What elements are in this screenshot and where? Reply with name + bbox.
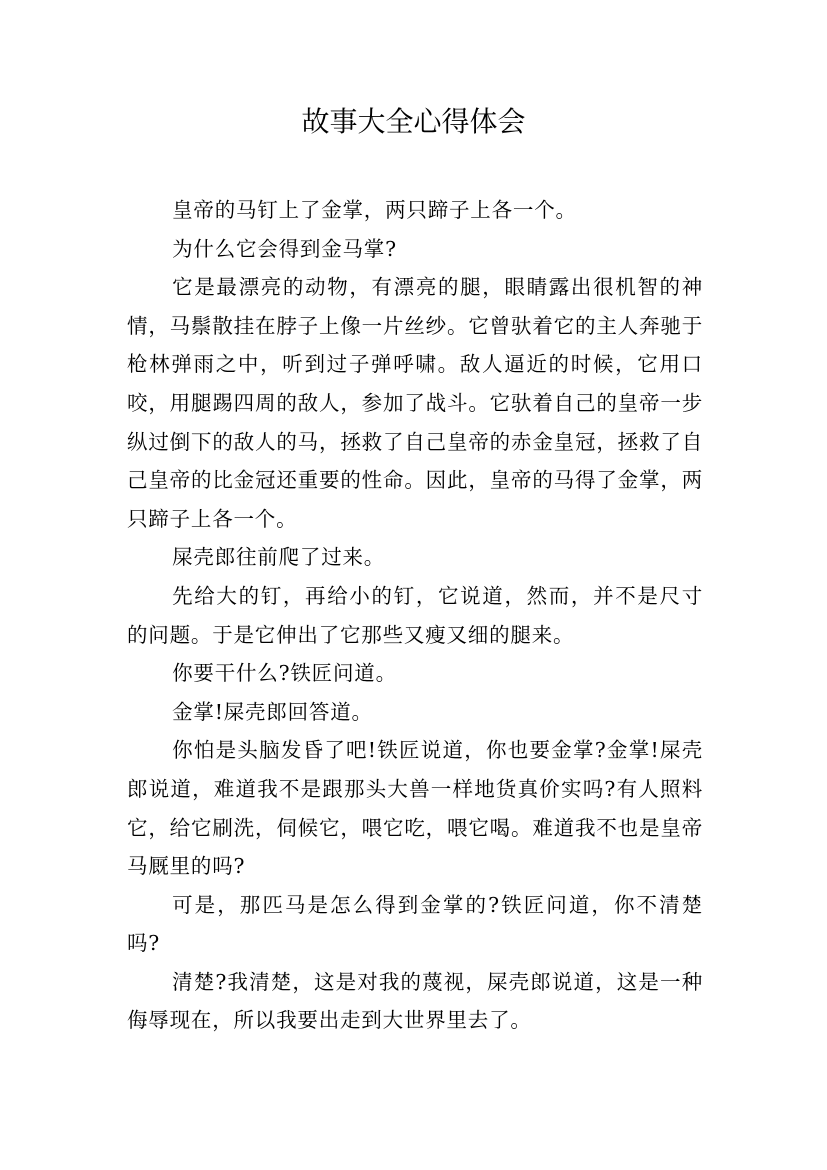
paragraph: 皇帝的马钉上了金掌，两只蹄子上各一个。 xyxy=(172,198,577,222)
paragraph: 可是，那匹马是怎么得到金掌的?铁匠问道，你不清楚吗? xyxy=(127,892,703,956)
document-title: 故事大全心得体会 xyxy=(301,105,526,138)
paragraph: 屎壳郎往前爬了过来。 xyxy=(172,545,386,570)
paragraph: 你怕是头脑发昏了吧!铁匠说道，你也要金掌?金掌!屎壳郎说道，难道我不是跟那头大兽一样地货真价实吗?有人照料它，给它刷洗，伺候它，喂它吃，喂它喝。难道我不也是皇帝马厩里的吗? xyxy=(127,738,703,879)
paragraph: 为什么它会得到金马掌? xyxy=(172,236,397,261)
paragraph: 清楚?我清楚，这是对我的蔑视，屎壳郎说道，这是一种侮辱现在，所以我要出走到大世界里去了。 xyxy=(127,969,703,1033)
paragraph: 它是最漂亮的动物，有漂亮的腿，眼睛露出很机智的神情，马鬃散挂在脖子上像一片丝纱。它曾驮着它的主人奔驰于枪林弹雨之中，听到过子弹呼啸。敌人逼近的时候，它用口咬，用腿踢四周的敌人，参加了战斗。它驮着自己的皇帝一步纵过倒下的敌人的马，拯救了自己皇帝的赤金皇冠，拯救了自己皇帝的比金冠还重要的性命。因此，皇帝的马得了金掌，两只蹄子上各一个。 xyxy=(127,275,703,531)
paragraph: 先给大的钉，再给小的钉，它说道，然而，并不是尺寸的问题。于是它伸出了它那些又瘦又细的腿来。 xyxy=(127,583,703,647)
paragraph: 你要干什么?铁匠问道。 xyxy=(172,661,397,686)
document-body xyxy=(127,191,703,1040)
paragraph: 金掌!屎壳郎回答道。 xyxy=(172,699,373,724)
